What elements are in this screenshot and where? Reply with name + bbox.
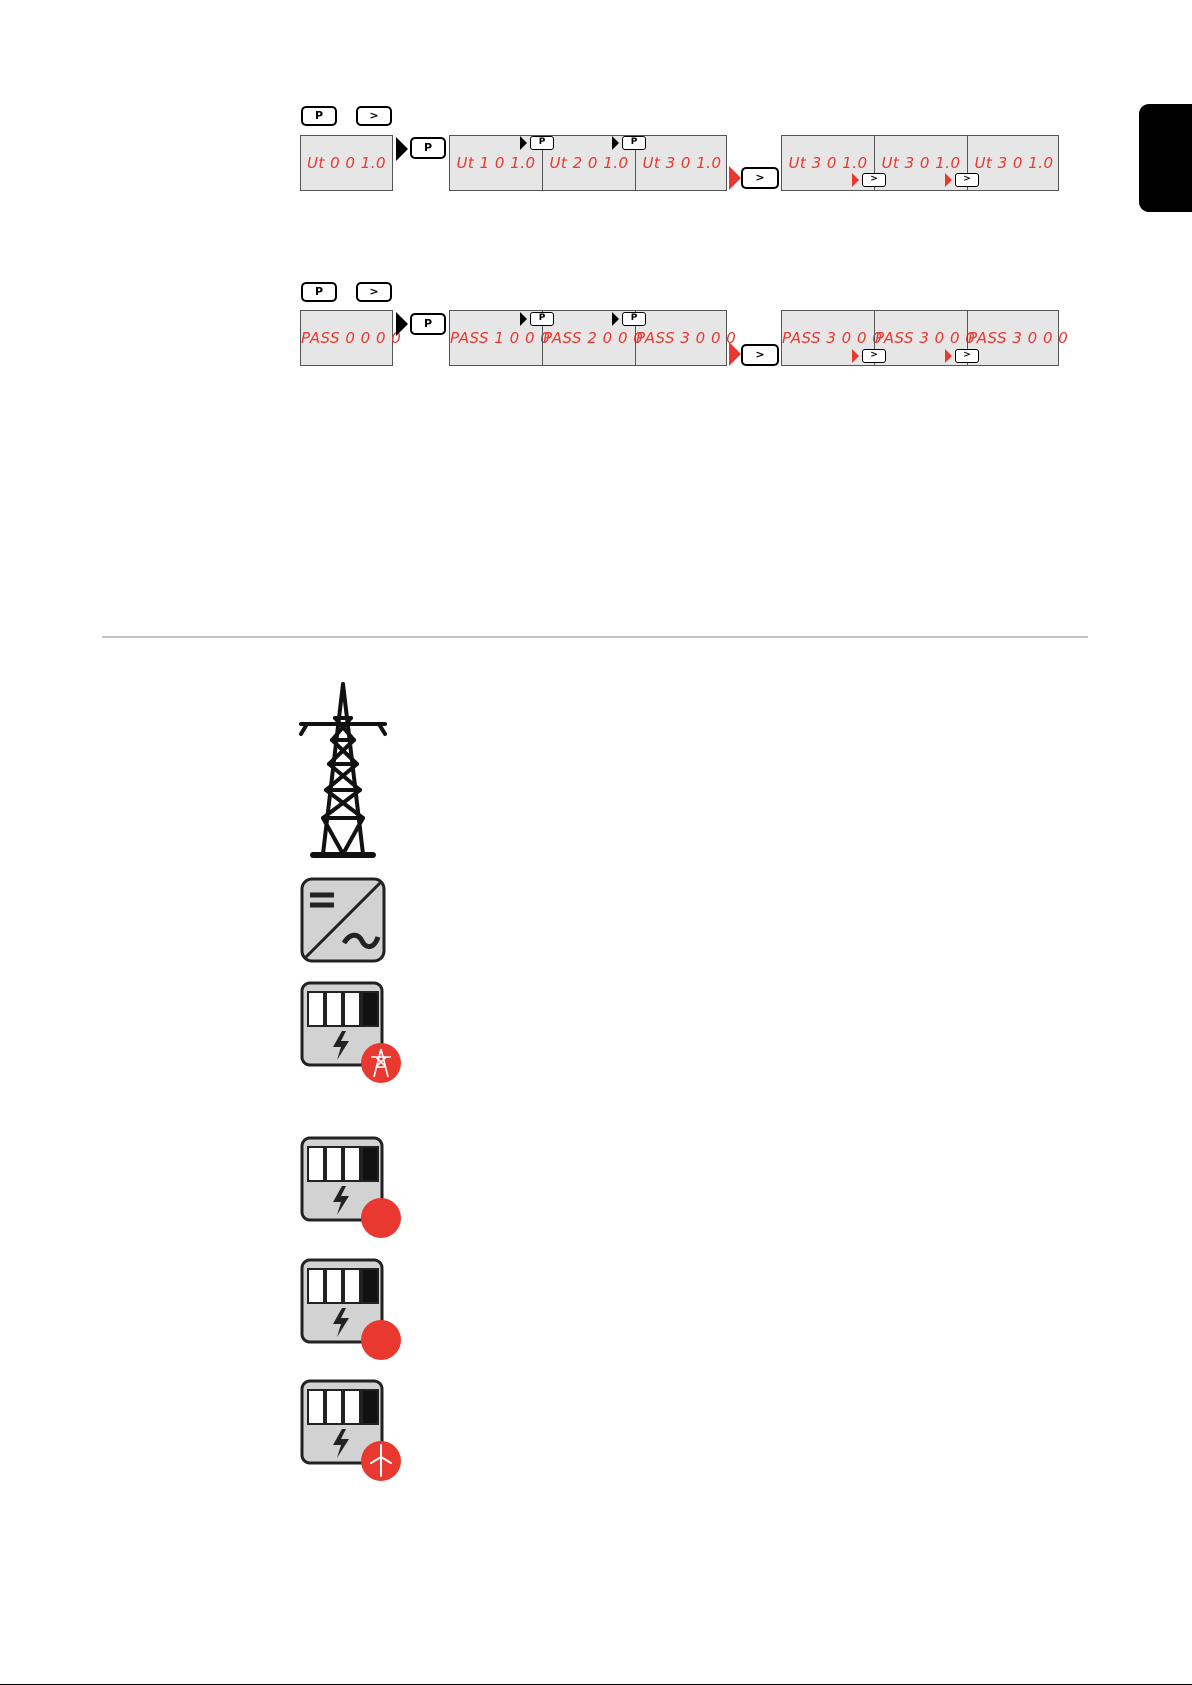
battery-wind-charge-icon (300, 1379, 384, 1463)
key-p: P (301, 282, 337, 302)
arrow-icon (612, 136, 619, 150)
arrow-icon (945, 349, 952, 363)
display-value: PASS 3 0 0 0 (874, 311, 967, 365)
battery-grid-charge-icon (300, 981, 384, 1065)
key-next: > (862, 349, 886, 363)
display-value: PASS 2 0 0 0 (542, 311, 635, 365)
display-panel (300, 135, 393, 191)
inverter-dc-ac-icon (300, 877, 386, 963)
battery-red-badge-icon (300, 1258, 384, 1342)
arrow-icon (612, 312, 619, 326)
display-value: Ut 0 0 1.0 (306, 154, 387, 172)
arrow-icon (520, 136, 527, 150)
key-next: > (955, 173, 979, 187)
display-panel (300, 310, 402, 366)
display-value: Ut 2 0 1.0 (542, 136, 635, 190)
key-p: P (301, 106, 337, 126)
arrow-icon (396, 137, 408, 161)
key-p: P (530, 312, 554, 326)
key-p: P (410, 137, 446, 159)
display-value: PASS 1 0 0 0 (450, 329, 551, 347)
battery-red-badge-icon (300, 1136, 384, 1220)
key-p: P (622, 136, 646, 150)
key-next: > (862, 173, 886, 187)
arrow-icon (729, 166, 741, 190)
key-next: > (356, 106, 392, 126)
battery-icon (300, 1258, 404, 1362)
key-next: > (955, 349, 979, 363)
display-panel (781, 310, 1069, 366)
display-value: PASS 3 0 0 0 (782, 329, 883, 347)
power-pylon-icon (295, 678, 391, 862)
display-panel (781, 135, 1059, 191)
key-next: > (741, 344, 779, 366)
key-next: > (356, 282, 392, 302)
arrow-icon (729, 342, 741, 366)
key-p: P (410, 313, 446, 335)
arrow-icon (852, 173, 859, 187)
arrow-icon (396, 312, 408, 336)
battery-icon (300, 981, 404, 1085)
display-value: PASS 3 0 0 0 (967, 311, 1060, 365)
section-divider (102, 636, 1088, 638)
battery-icon (300, 1379, 404, 1483)
battery-icon (300, 1136, 404, 1240)
display-value: PASS 3 0 0 0 (635, 311, 728, 365)
display-value: Ut 3 0 1.0 (874, 136, 967, 190)
display-value: Ut 1 0 1.0 (456, 154, 536, 172)
key-p: P (530, 136, 554, 150)
display-value: Ut 3 0 1.0 (967, 136, 1060, 190)
key-next: > (741, 167, 779, 189)
display-value: PASS 0 0 0 0 (301, 329, 402, 347)
arrow-icon (852, 349, 859, 363)
chapter-tab-marker (1139, 104, 1192, 212)
arrow-icon (520, 312, 527, 326)
display-panel (449, 135, 727, 191)
key-p: P (622, 312, 646, 326)
display-value: Ut 3 0 1.0 (788, 154, 868, 172)
display-panel (449, 310, 737, 366)
arrow-icon (945, 173, 952, 187)
display-value: Ut 3 0 1.0 (635, 136, 728, 190)
